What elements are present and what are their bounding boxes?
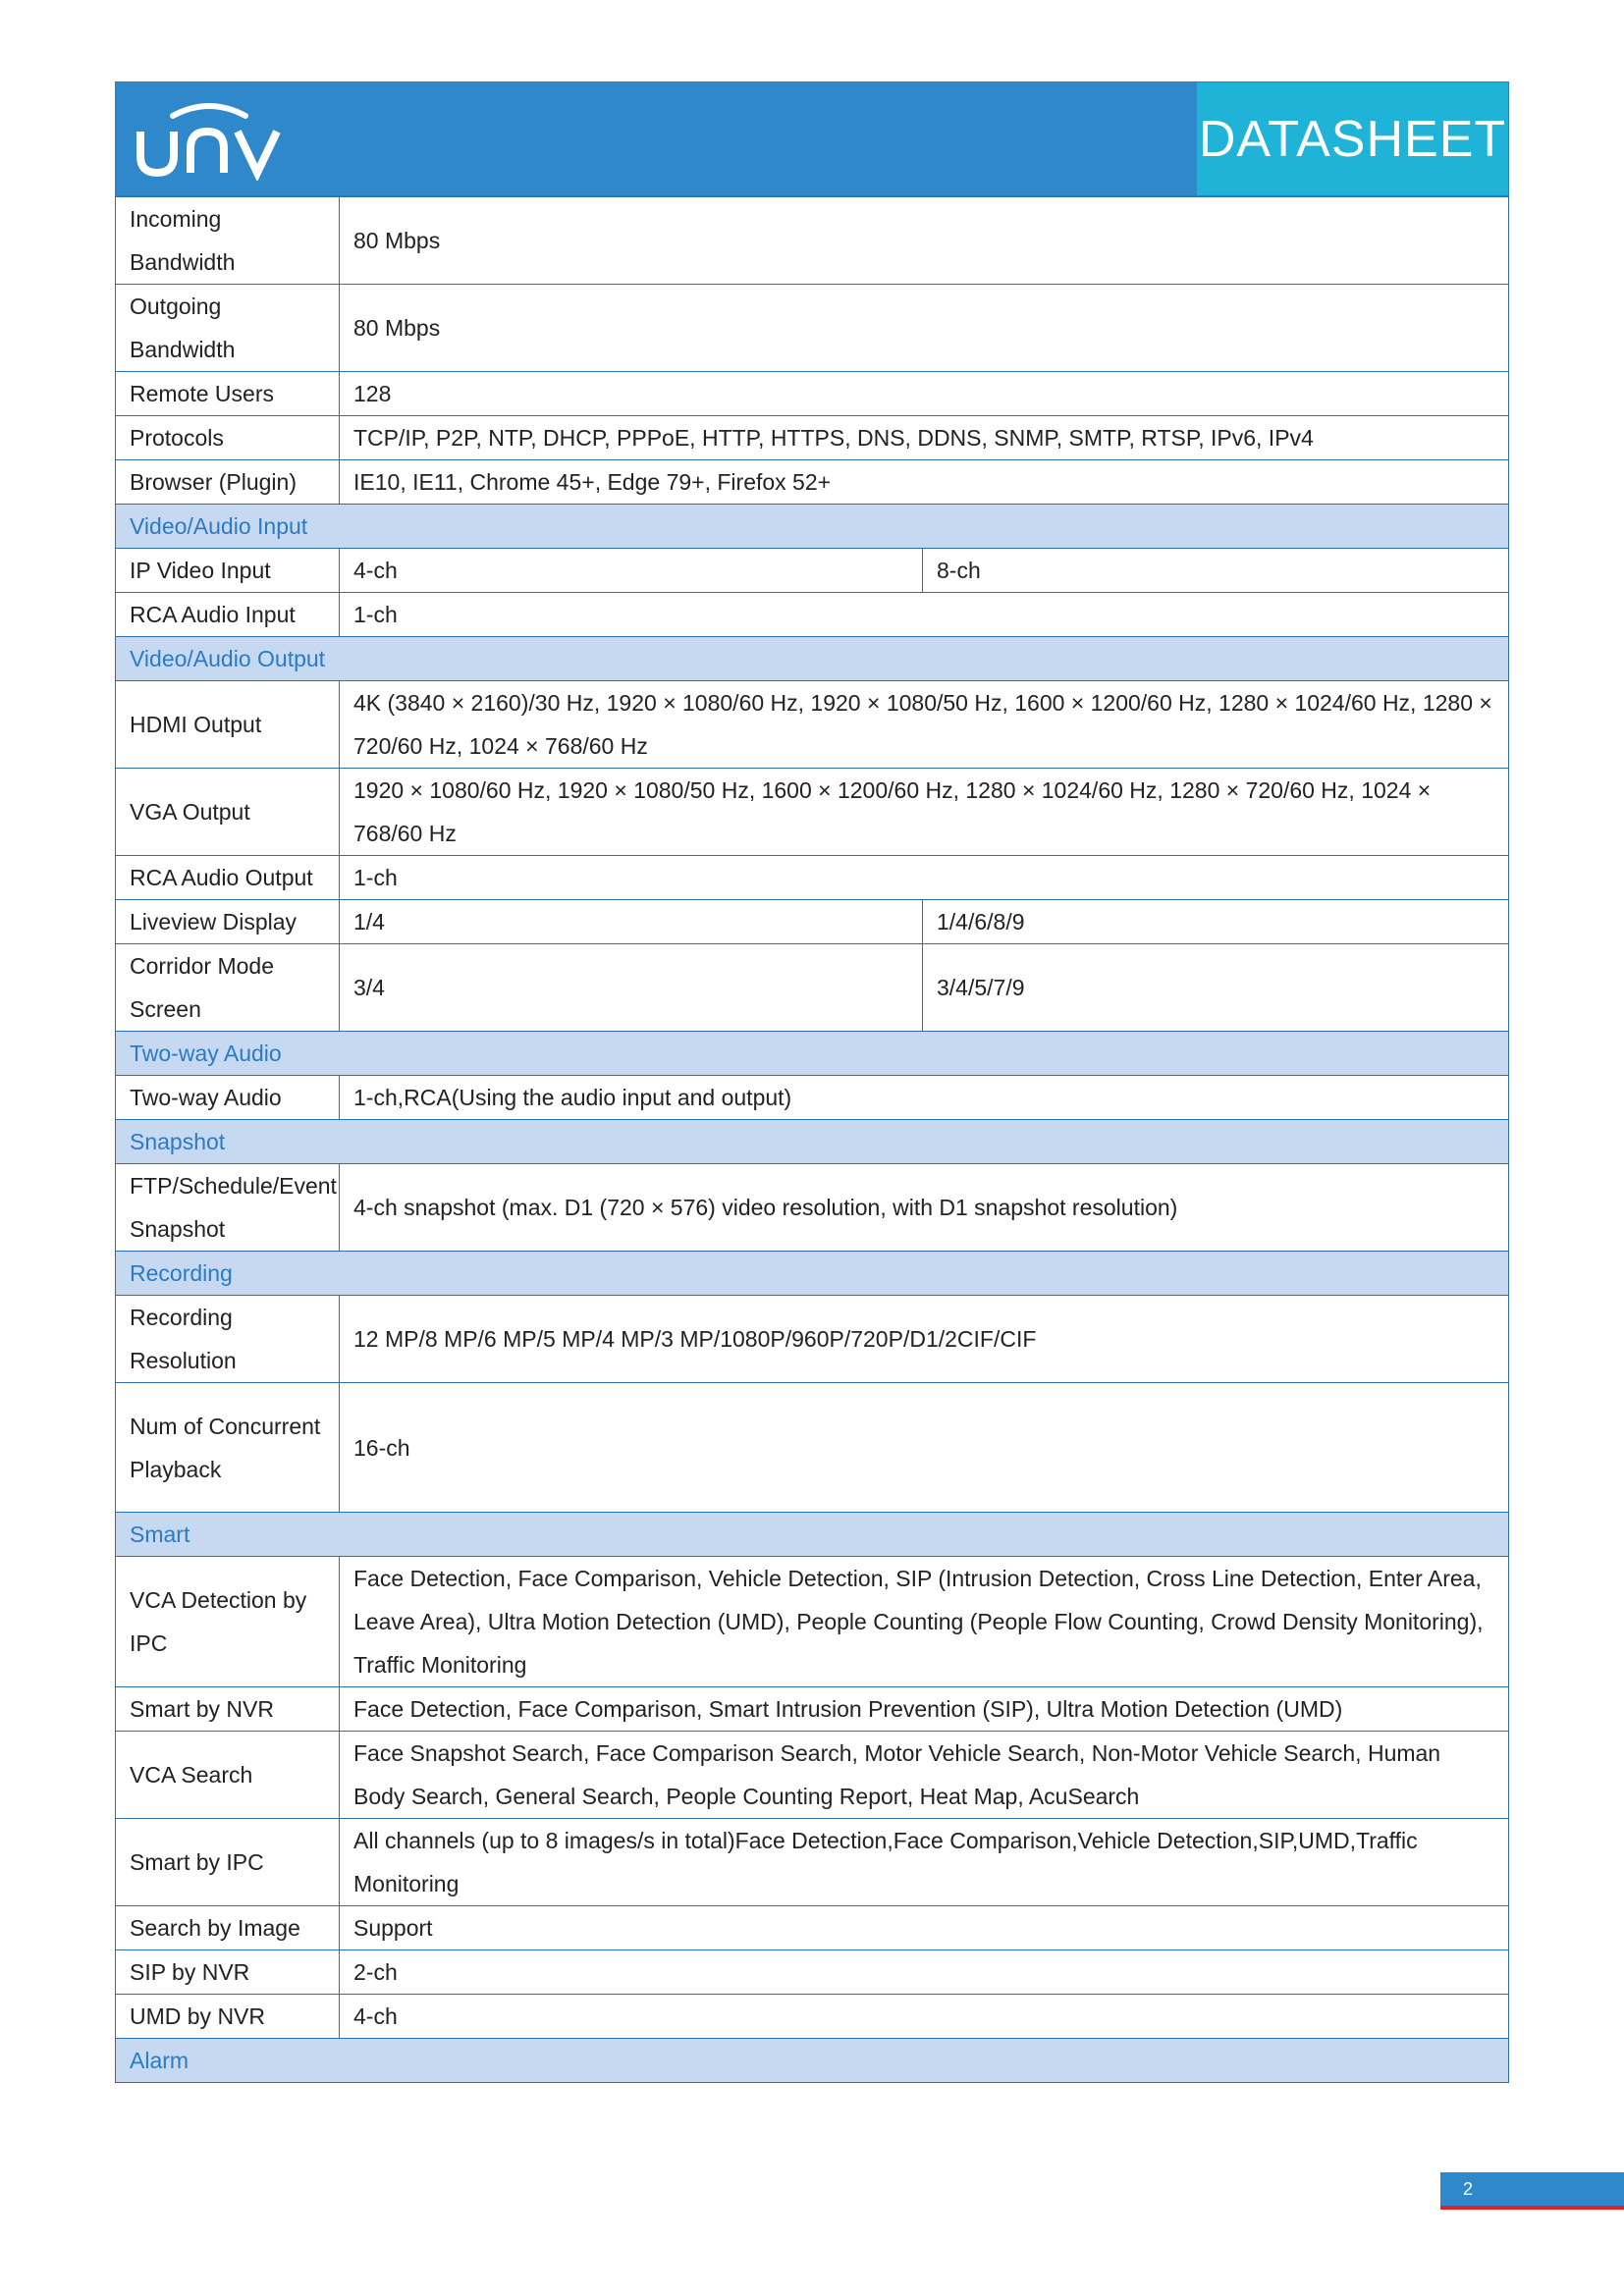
spec-row [116, 944, 1509, 1032]
section-header-row [116, 637, 1509, 681]
spec-label: RCA Audio Input [116, 593, 340, 637]
spec-label: Recording Resolution [116, 1296, 340, 1383]
spec-row [116, 856, 1509, 900]
spec-row [116, 1995, 1509, 2039]
section-header-row [116, 1032, 1509, 1076]
spec-label: Liveview Display [116, 900, 340, 944]
spec-row [116, 1732, 1509, 1819]
spec-label: UMD by NVR [116, 1995, 340, 2039]
spec-value: 1/4/6/8/9 [923, 900, 1509, 944]
section-header-row [116, 1120, 1509, 1164]
spec-label: Search by Image [116, 1906, 340, 1950]
page-number: 2 [1440, 2172, 1624, 2210]
spec-value: 1-ch [340, 593, 1509, 637]
section-header-row [116, 1252, 1509, 1296]
spec-row [116, 900, 1509, 944]
spec-row [116, 681, 1509, 769]
spec-row [116, 1819, 1509, 1906]
spec-value: IE10, IE11, Chrome 45+, Edge 79+, Firefox 52+ [340, 460, 1509, 505]
spec-row [116, 1296, 1509, 1383]
spec-row [116, 593, 1509, 637]
spec-label: Incoming Bandwidth [116, 197, 340, 285]
spec-row [116, 1687, 1509, 1732]
spec-label: VCA Search [116, 1732, 340, 1819]
spec-value: 3/4 [340, 944, 923, 1032]
datasheet-header [115, 81, 1509, 196]
section-title: Recording [116, 1252, 1509, 1296]
spec-value: 4K (3840 × 2160)/30 Hz, 1920 × 1080/60 Hz, 1920 × 1080/50 Hz, 1600 × 1200/60 Hz, 1280 × 1024/60 Hz, 1280 × 720/60 Hz, 1024 × 768/60 Hz [340, 681, 1509, 769]
spec-value: 3/4/5/7/9 [923, 944, 1509, 1032]
spec-row [116, 1076, 1509, 1120]
spec-value: 1920 × 1080/60 Hz, 1920 × 1080/50 Hz, 1600 × 1200/60 Hz, 1280 × 1024/60 Hz, 1280 × 720/60 Hz, 1024 × 768/60 Hz [340, 769, 1509, 856]
spec-row [116, 416, 1509, 460]
section-title: Alarm [116, 2039, 1509, 2083]
spec-row [116, 372, 1509, 416]
section-title: Video/Audio Input [116, 505, 1509, 549]
spec-label: HDMI Output [116, 681, 340, 769]
spec-label: RCA Audio Output [116, 856, 340, 900]
spec-value: 1-ch,RCA(Using the audio input and output) [340, 1076, 1509, 1120]
spec-label: Smart by NVR [116, 1687, 340, 1732]
spec-value: Face Snapshot Search, Face Comparison Search, Motor Vehicle Search, Non-Motor Vehicle Search, Human Body Search, General Search, People Counting Report, Heat Map, AcuSearch [340, 1732, 1509, 1819]
spec-row [116, 1557, 1509, 1687]
spec-row [116, 769, 1509, 856]
datasheet-title: DATASHEET [1197, 82, 1508, 195]
spec-value: 4-ch snapshot (max. D1 (720 × 576) video resolution, with D1 snapshot resolution) [340, 1164, 1509, 1252]
spec-row [116, 1950, 1509, 1995]
spec-label: FTP/Schedule/Event Snapshot [116, 1164, 340, 1252]
spec-row [116, 460, 1509, 505]
spec-label: Remote Users [116, 372, 340, 416]
spec-value: 4-ch [340, 1995, 1509, 2039]
spec-value: 16-ch [340, 1383, 1509, 1513]
spec-label: Outgoing Bandwidth [116, 285, 340, 372]
spec-label: IP Video Input [116, 549, 340, 593]
spec-value: Face Detection, Face Comparison, Vehicle Detection, SIP (Intrusion Detection, Cross Line Detection, Enter Area, Leave Area), Ultra Motion Detection (UMD), People Counting (People Flow Counting, Crowd Density Monitoring), Traffic Monitoring [340, 1557, 1509, 1687]
spec-value: 128 [340, 372, 1509, 416]
spec-row [116, 549, 1509, 593]
section-header-row [116, 1513, 1509, 1557]
spec-label: SIP by NVR [116, 1950, 340, 1995]
spec-label: VCA Detection by IPC [116, 1557, 340, 1687]
spec-label: Corridor Mode Screen [116, 944, 340, 1032]
spec-label: VGA Output [116, 769, 340, 856]
spec-row [116, 1383, 1509, 1513]
spec-value: 8-ch [923, 549, 1509, 593]
spec-label: Two-way Audio [116, 1076, 340, 1120]
spec-value: 80 Mbps [340, 285, 1509, 372]
spec-value: 2-ch [340, 1950, 1509, 1995]
spec-row [116, 1164, 1509, 1252]
section-title: Video/Audio Output [116, 637, 1509, 681]
spec-value: TCP/IP, P2P, NTP, DHCP, PPPoE, HTTP, HTTPS, DNS, DDNS, SNMP, SMTP, RTSP, IPv6, IPv4 [340, 416, 1509, 460]
spec-row [116, 285, 1509, 372]
section-title: Smart [116, 1513, 1509, 1557]
section-header-row [116, 2039, 1509, 2083]
section-header-row [116, 505, 1509, 549]
spec-value: Face Detection, Face Comparison, Smart Intrusion Prevention (SIP), Ultra Motion Detection (UMD) [340, 1687, 1509, 1732]
spec-row [116, 197, 1509, 285]
spec-value: Support [340, 1906, 1509, 1950]
spec-table [115, 196, 1509, 2083]
spec-value: 12 MP/8 MP/6 MP/5 MP/4 MP/3 MP/1080P/960P/720P/D1/2CIF/CIF [340, 1296, 1509, 1383]
unv-logo [135, 102, 283, 181]
spec-value: 4-ch [340, 549, 923, 593]
spec-label: Smart by IPC [116, 1819, 340, 1906]
spec-value: 80 Mbps [340, 197, 1509, 285]
spec-row [116, 1906, 1509, 1950]
spec-value: 1-ch [340, 856, 1509, 900]
spec-value: All channels (up to 8 images/s in total)Face Detection,Face Comparison,Vehicle Detection,SIP,UMD,Traffic Monitoring [340, 1819, 1509, 1906]
spec-label: Protocols [116, 416, 340, 460]
spec-label: Num of Concurrent Playback [116, 1383, 340, 1513]
spec-value: 1/4 [340, 900, 923, 944]
section-title: Two-way Audio [116, 1032, 1509, 1076]
section-title: Snapshot [116, 1120, 1509, 1164]
spec-label: Browser (Plugin) [116, 460, 340, 505]
